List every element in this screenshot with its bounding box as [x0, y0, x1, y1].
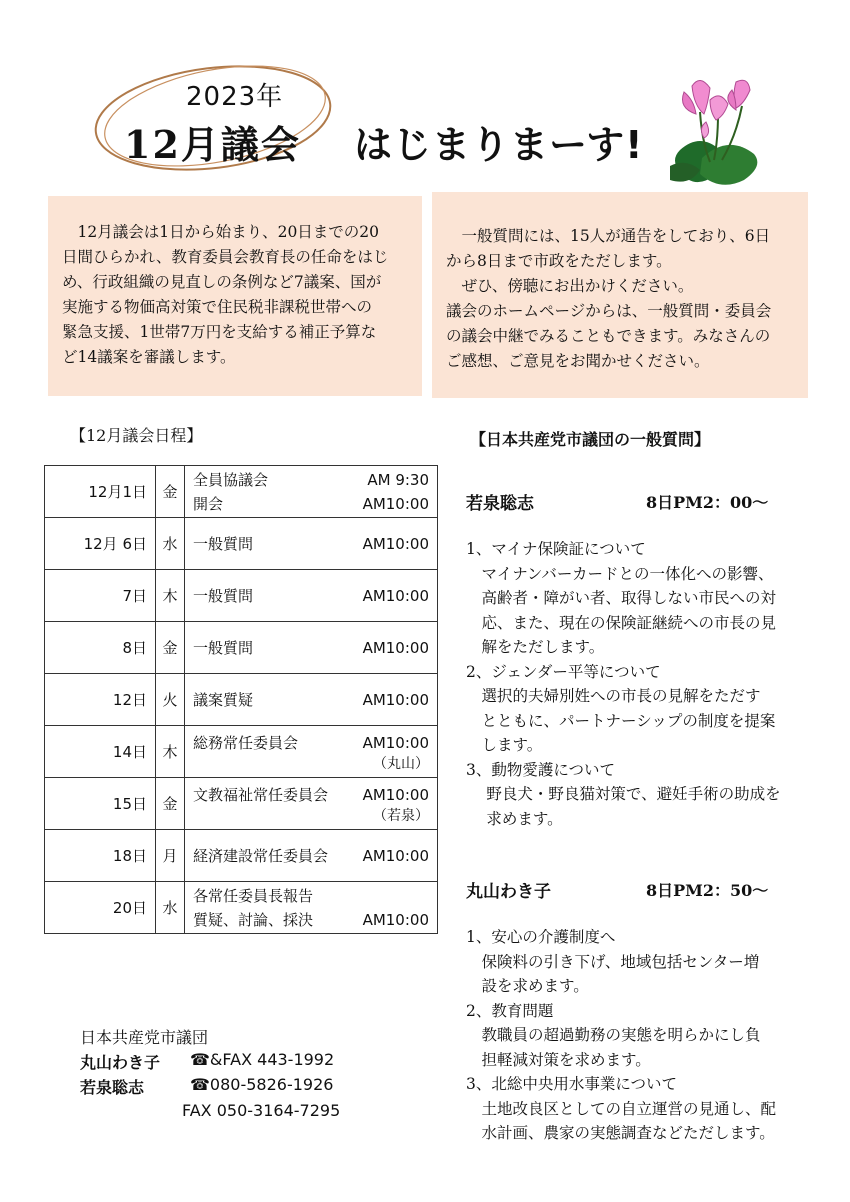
schedule-event-time: AM10:00	[362, 733, 429, 752]
contact-name-maruyama: 丸山わき子	[80, 1053, 161, 1072]
intro-right-line: の議会中継でみることもできます。みなさんの	[446, 327, 771, 345]
schedule-event-time: AM10:00	[362, 846, 429, 865]
schedule-events	[185, 622, 438, 674]
schedule-event	[193, 844, 429, 868]
schedule-row	[45, 674, 438, 726]
question-2-name: 丸山わき子	[466, 882, 551, 902]
schedule-event-time: AM10:00	[362, 910, 429, 929]
schedule-event	[193, 584, 429, 608]
schedule-event	[193, 468, 429, 492]
schedule-row	[45, 882, 438, 934]
question-line: 3、動物愛護について	[466, 760, 616, 779]
intro-right-line: 一般質問には、15人が通告をしており、6日	[446, 227, 771, 245]
schedule-row	[45, 726, 438, 778]
schedule-weekday: 水	[156, 882, 185, 934]
schedule-event-name: 質疑、討論、採決	[193, 910, 314, 929]
schedule-events	[185, 570, 438, 622]
schedule-date: 20日	[45, 882, 156, 934]
schedule-events	[185, 674, 438, 726]
schedule-event-name: 一般質問	[193, 638, 254, 657]
contact-org-name: 日本共産党市議団	[80, 1028, 209, 1047]
intro-left-line: ど14議案を審議します。	[62, 348, 236, 366]
schedule-event-name: 一般質問	[193, 586, 254, 605]
question-line: 求めます。	[466, 809, 563, 828]
schedule-event	[193, 532, 429, 556]
schedule-event	[193, 731, 429, 755]
schedule-event-note: （丸山）	[373, 755, 429, 772]
schedule-event-time: AM10:00	[362, 494, 429, 513]
intro-right-line: ご感想、ご意見をお聞かせください。	[446, 352, 710, 370]
question-line: 2、教育問題	[466, 1001, 554, 1020]
schedule-weekday: 金	[156, 466, 185, 518]
intro-box-right	[432, 192, 808, 398]
intro-left-line: 日間ひらかれ、教育委員会教育長の任命をはじ	[62, 248, 389, 266]
page-subtitle: はじまりまーす!	[354, 123, 644, 167]
schedule-weekday: 木	[156, 570, 185, 622]
schedule-events	[185, 778, 438, 830]
schedule-event	[193, 636, 429, 660]
schedule-event	[193, 492, 429, 516]
schedule-weekday: 金	[156, 778, 185, 830]
schedule-event-name: 一般質問	[193, 534, 254, 553]
intro-right-line: 議会のホームページからは、一般質問・委員会	[446, 302, 772, 320]
question-line: 担軽減対策を求めます。	[466, 1050, 651, 1069]
schedule-date: 12月1日	[45, 466, 156, 518]
schedule-events	[185, 830, 438, 882]
schedule-weekday: 月	[156, 830, 185, 882]
schedule-event-time: AM10:00	[362, 534, 429, 553]
schedule-weekday: 木	[156, 726, 185, 778]
schedule-event	[193, 908, 429, 932]
intro-right-line: ぜひ、傍聴にお出かけください。	[446, 277, 694, 295]
schedule-weekday: 金	[156, 622, 185, 674]
schedule-event-time: AM10:00	[362, 690, 429, 709]
question-1-time: 8日PM2：00～	[646, 493, 769, 512]
intro-left-line: 緊急支援、1世帯7万円を支給する補正予算な	[62, 323, 377, 341]
contact-phone-maruyama: ☎&FAX 443-1992	[190, 1050, 335, 1069]
question-line: 応、また、現在の保険証継続への市長の見	[466, 613, 777, 632]
page-title: 12月議会	[124, 122, 301, 167]
schedule-row	[45, 570, 438, 622]
question-line: 選択的夫婦別姓への市長の見解をただす	[466, 687, 761, 705]
schedule-events	[185, 726, 438, 778]
question-line: 土地改良区としての自立運営の見通し、配	[466, 1099, 777, 1118]
cyclamen-flower-illustration	[640, 72, 780, 192]
schedule-row	[45, 518, 438, 570]
question-line: 高齢者・障がい者、取得しない市民への対	[466, 589, 777, 607]
question-1-name: 若泉聡志	[466, 494, 534, 514]
schedule-event-name: 全員協議会	[193, 470, 269, 489]
intro-right-line: から8日まで市政をただします。	[446, 252, 672, 270]
schedule-weekday: 火	[156, 674, 185, 726]
schedule-date: 15日	[45, 778, 156, 830]
schedule-event-name: 議案質疑	[193, 690, 254, 709]
contact-fax-wakaizumi: FAX 050-3164-7295	[182, 1101, 341, 1120]
contact-phone-wakaizumi: ☎080-5826-1926	[190, 1075, 334, 1094]
intro-left-line: 12月議会は1日から始まり、20日までの20	[62, 223, 380, 241]
question-line: 野良犬・野良猫対策で、避妊手術の助成を	[466, 785, 781, 803]
question-line: 水計画、農家の実態調査などただします。	[466, 1124, 775, 1142]
schedule-event	[193, 783, 429, 807]
question-line: 教職員の超過勤務の実態を明らかにし負	[466, 1026, 761, 1044]
schedule-event-name: 開会	[193, 494, 224, 513]
intro-left-line: め、行政組織の見直しの条例など7議案、国が	[62, 273, 382, 291]
schedule-row	[45, 778, 438, 830]
schedule-event-time: AM 9:30	[367, 470, 429, 489]
question-line: とともに、パートナーシップの制度を提案	[466, 711, 776, 730]
schedule-row	[45, 622, 438, 674]
schedule-events	[185, 882, 438, 934]
schedule-date: 14日	[45, 726, 156, 778]
schedule-events	[185, 518, 438, 570]
schedule-event-name: 経済建設常任委員会	[193, 846, 329, 865]
schedule-events	[185, 466, 438, 518]
schedule-event-time: AM10:00	[362, 785, 429, 804]
schedule-event	[193, 688, 429, 712]
year-label: 2023年	[186, 82, 284, 112]
question-line: 解をただします。	[466, 638, 605, 656]
schedule-date: 8日	[45, 622, 156, 674]
schedule-event-name: 総務常任委員会	[193, 733, 299, 752]
question-line: 1、マイナ保険証について	[466, 540, 646, 558]
schedule-event-time: AM10:00	[362, 638, 429, 657]
schedule-date: 7日	[45, 570, 156, 622]
schedule-event-name: 文教福祉常任委員会	[193, 785, 329, 804]
question-line: 設を求めます。	[466, 977, 589, 995]
question-line: 3、北総中央用水事業について	[466, 1075, 678, 1093]
question-line: マイナンバーカードとの一体化への影響、	[466, 564, 774, 583]
schedule-heading: 【12月議会日程】	[70, 426, 203, 445]
schedule-row	[45, 466, 438, 518]
intro-left-line: 実施する物価高対策で住民税非課税世帯への	[62, 298, 373, 316]
question-line: 2、ジェンダー平等について	[466, 662, 661, 681]
schedule-date: 18日	[45, 830, 156, 882]
schedule-date: 12月 6日	[45, 518, 156, 570]
intro-box-left	[48, 196, 422, 396]
schedule-table	[44, 465, 438, 934]
questions-heading: 【日本共産党市議団の一般質問】	[470, 430, 711, 449]
schedule-event-name: 各常任委員長報告	[193, 886, 314, 905]
schedule-weekday: 水	[156, 518, 185, 570]
question-line: します。	[466, 736, 543, 754]
schedule-event	[193, 884, 429, 908]
contact-name-wakaizumi: 若泉聡志	[80, 1078, 145, 1097]
schedule-date: 12日	[45, 674, 156, 726]
schedule-event-time: AM10:00	[362, 586, 429, 605]
question-line: 1、安心の介護制度へ	[466, 928, 616, 946]
question-line: 保険料の引き下げ、地域包括センター増	[466, 952, 760, 971]
schedule-event-note: （若泉）	[373, 807, 429, 824]
question-2-time: 8日PM2：50～	[646, 881, 769, 900]
schedule-row	[45, 830, 438, 882]
